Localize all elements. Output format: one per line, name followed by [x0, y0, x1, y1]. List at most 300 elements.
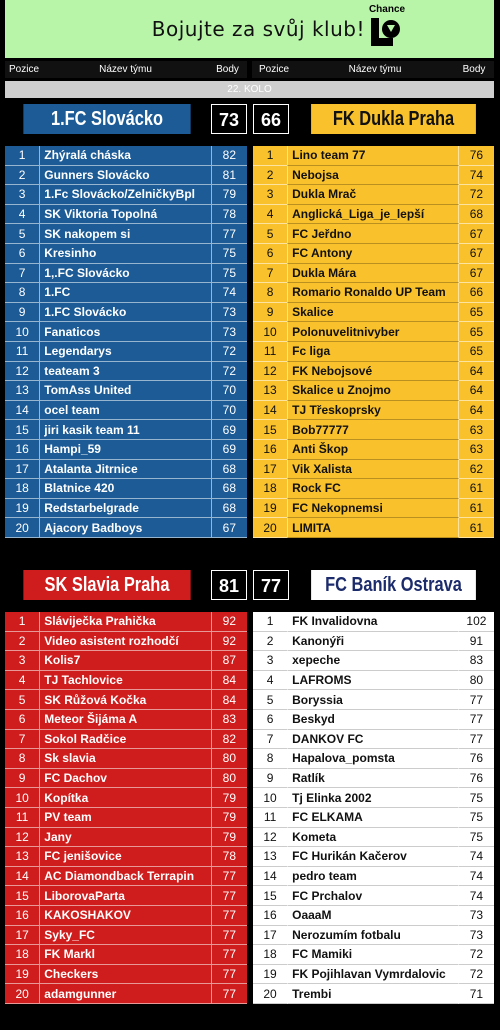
row-position: 5	[5, 690, 39, 710]
table-row[interactable]	[253, 146, 494, 166]
row-points: 77	[212, 886, 247, 906]
column-header-right	[252, 61, 494, 78]
table-row[interactable]	[5, 867, 247, 887]
row-position: 19	[253, 499, 287, 519]
team-name-text: LIMITA	[292, 520, 332, 535]
row-points: 75	[459, 828, 494, 848]
team-name-text: FC Jeřdno	[292, 226, 352, 241]
row-team-name	[39, 401, 211, 421]
row-points: 92	[212, 632, 247, 652]
col-pos: Pozice	[8, 64, 39, 75]
table-row[interactable]	[253, 283, 494, 303]
row-position: 1	[5, 146, 39, 166]
team-name-text: 1.FC Slovácko	[44, 305, 127, 320]
table-row[interactable]	[5, 612, 247, 632]
team-name-text: Gunners Slovácko	[44, 167, 150, 182]
row-team-name	[287, 926, 459, 946]
table-row[interactable]	[5, 205, 247, 225]
row-position: 12	[253, 828, 287, 848]
row-points: 84	[212, 690, 247, 710]
row-team-name	[39, 146, 211, 166]
table-row[interactable]	[5, 965, 247, 985]
team-name-text: Dukla Mrač	[292, 187, 357, 202]
row-position: 16	[253, 440, 287, 460]
row-position: 7	[5, 730, 39, 750]
club-header	[5, 570, 247, 600]
row-position: 5	[253, 690, 287, 710]
row-points: 62	[459, 460, 494, 480]
row-position: 20	[253, 984, 287, 1004]
row-position: 20	[253, 518, 287, 538]
row-points: 75	[212, 264, 247, 284]
table-row[interactable]	[253, 710, 494, 730]
row-team-name	[287, 499, 459, 519]
table-row[interactable]	[5, 828, 247, 848]
row-team-name	[39, 808, 211, 828]
row-team-name	[39, 730, 211, 750]
team-name-text: FC Antony	[292, 246, 353, 261]
row-points: 77	[459, 690, 494, 710]
table-row[interactable]	[253, 671, 494, 691]
row-points: 61	[459, 499, 494, 519]
row-points: 75	[212, 244, 247, 264]
row-position: 17	[5, 926, 39, 946]
table-row[interactable]	[5, 460, 247, 480]
team-name-text: Ajacory Badboys	[44, 520, 143, 535]
table-row[interactable]	[5, 926, 247, 946]
row-position: 10	[253, 788, 287, 808]
row-position: 7	[253, 264, 287, 284]
row-points: 80	[212, 749, 247, 769]
row-position: 14	[5, 401, 39, 421]
row-team-name	[39, 440, 211, 460]
table-row[interactable]	[5, 381, 247, 401]
row-team-name	[39, 244, 211, 264]
row-points: 78	[212, 205, 247, 225]
row-position: 3	[253, 185, 287, 205]
team-name-text: KAKOSHAKOV	[44, 908, 131, 923]
row-position: 4	[5, 671, 39, 691]
team-name-text: 1.FC	[44, 285, 71, 300]
row-points: 68	[212, 479, 247, 499]
row-team-name	[287, 632, 459, 652]
row-points: 69	[212, 420, 247, 440]
table-row[interactable]	[253, 205, 494, 225]
row-team-name	[39, 303, 211, 323]
row-position: 18	[253, 479, 287, 499]
table-row[interactable]	[253, 303, 494, 323]
row-team-name	[39, 926, 211, 946]
team-name-text: Fc liga	[292, 344, 331, 359]
table-row[interactable]	[253, 984, 494, 1004]
row-team-name	[287, 886, 459, 906]
row-team-name	[287, 205, 459, 225]
row-position: 18	[253, 945, 287, 965]
row-team-name	[287, 518, 459, 538]
row-points: 82	[212, 146, 247, 166]
row-position: 4	[5, 205, 39, 225]
row-team-name	[287, 185, 459, 205]
table-row[interactable]	[5, 518, 247, 538]
row-team-name	[39, 651, 211, 671]
promo-banner[interactable]	[5, 0, 494, 58]
column-header-left	[5, 61, 247, 78]
table-row[interactable]	[253, 965, 494, 985]
table-row[interactable]	[253, 749, 494, 769]
row-points: 67	[459, 224, 494, 244]
table-row[interactable]	[253, 945, 494, 965]
table-row[interactable]	[5, 651, 247, 671]
row-position: 10	[5, 322, 39, 342]
club-name: SK Slavia Praha	[23, 570, 190, 600]
chance-logo-icon	[365, 4, 409, 56]
table-row[interactable]	[253, 342, 494, 362]
row-position: 18	[5, 479, 39, 499]
row-position: 9	[253, 303, 287, 323]
row-position: 6	[5, 244, 39, 264]
row-points: 74	[459, 886, 494, 906]
team-name-text: Boryssia	[292, 692, 343, 707]
row-points: 65	[459, 322, 494, 342]
row-points: 63	[459, 440, 494, 460]
row-team-name	[287, 867, 459, 887]
team-name-text: FC Nekopnemsi	[292, 500, 383, 515]
row-position: 19	[253, 965, 287, 985]
row-team-name	[287, 264, 459, 284]
table-row[interactable]	[5, 401, 247, 421]
row-team-name	[287, 322, 459, 342]
row-points: 72	[212, 362, 247, 382]
row-position: 17	[253, 926, 287, 946]
team-name-text: Bob77777	[292, 422, 349, 437]
team-name-text: FC Hurikán Kačerov	[292, 849, 407, 864]
table-row[interactable]	[253, 651, 494, 671]
row-points: 66	[459, 283, 494, 303]
col-pts: Body	[462, 64, 486, 75]
team-name-text: Blatnice 420	[44, 481, 115, 496]
table-row[interactable]	[253, 690, 494, 710]
team-name-text: Jany	[44, 829, 72, 844]
team-name-text: Hampi_59	[44, 442, 101, 457]
row-position: 6	[5, 710, 39, 730]
row-points: 61	[459, 479, 494, 499]
club-name: FC Baník Ostrava	[311, 570, 476, 600]
table-row[interactable]	[253, 440, 494, 460]
team-name-text: Sokol Radčice	[44, 731, 127, 746]
table-row[interactable]	[253, 847, 494, 867]
row-position: 16	[5, 906, 39, 926]
row-position: 2	[5, 632, 39, 652]
table-row[interactable]	[253, 166, 494, 186]
table-row[interactable]	[253, 185, 494, 205]
row-position: 20	[5, 518, 39, 538]
row-position: 13	[5, 381, 39, 401]
row-points: 77	[212, 926, 247, 946]
table-row[interactable]	[253, 499, 494, 519]
row-points: 92	[212, 612, 247, 632]
row-points: 73	[459, 906, 494, 926]
row-team-name	[287, 440, 459, 460]
row-team-name	[287, 612, 459, 632]
table-row[interactable]	[253, 612, 494, 632]
row-team-name	[39, 518, 211, 538]
table-row[interactable]	[253, 886, 494, 906]
table-row[interactable]	[5, 808, 247, 828]
row-position: 10	[253, 322, 287, 342]
table-row[interactable]	[253, 730, 494, 750]
row-points: 72	[212, 342, 247, 362]
team-name-text: Kresinho	[44, 246, 97, 261]
row-team-name	[39, 690, 211, 710]
table-row[interactable]	[253, 401, 494, 421]
team-name-text: Checkers	[44, 966, 99, 981]
row-points: 74	[459, 847, 494, 867]
col-team: Název týmu	[348, 64, 402, 75]
table-row[interactable]	[253, 322, 494, 342]
row-points: 74	[212, 283, 247, 303]
table-row[interactable]	[253, 828, 494, 848]
row-points: 68	[212, 499, 247, 519]
team-name-text: DANKOV FC	[292, 731, 364, 746]
table-row[interactable]	[5, 479, 247, 499]
team-name-text: jiri kasik team 11	[44, 422, 140, 437]
row-team-name	[39, 224, 211, 244]
col-pos: Pozice	[258, 64, 289, 75]
team-name-text: Trembi	[292, 986, 332, 1001]
row-team-name	[39, 828, 211, 848]
table-row[interactable]	[5, 420, 247, 440]
team-name-text: Redstarbelgrade	[44, 500, 139, 515]
row-position: 11	[253, 342, 287, 362]
row-points: 76	[459, 769, 494, 789]
row-position: 4	[253, 671, 287, 691]
table-row[interactable]	[253, 808, 494, 828]
row-position: 6	[253, 710, 287, 730]
table-row[interactable]	[5, 847, 247, 867]
team-name-text: FK Pojihlavan Vymrdalovic	[292, 966, 446, 981]
team-name-text: AC Diamondback Terrapin	[44, 869, 195, 884]
row-position: 15	[5, 886, 39, 906]
table-row[interactable]	[5, 690, 247, 710]
table-row[interactable]	[5, 185, 247, 205]
row-points: 77	[212, 867, 247, 887]
row-points: 72	[459, 185, 494, 205]
row-points: 82	[212, 730, 247, 750]
row-points: 73	[459, 926, 494, 946]
col-pts: Body	[216, 64, 239, 75]
row-team-name	[287, 984, 459, 1004]
row-team-name	[39, 499, 211, 519]
table-row[interactable]	[253, 264, 494, 284]
table-row[interactable]	[5, 283, 247, 303]
row-position: 17	[5, 460, 39, 480]
row-team-name	[287, 671, 459, 691]
row-points: 75	[459, 788, 494, 808]
row-team-name	[39, 460, 211, 480]
table-row[interactable]	[253, 788, 494, 808]
row-points: 80	[459, 671, 494, 691]
table-row[interactable]	[5, 342, 247, 362]
team-name-text: LiborovaParta	[44, 888, 125, 903]
row-points: 76	[459, 749, 494, 769]
row-points: 71	[459, 984, 494, 1004]
table-row[interactable]	[5, 945, 247, 965]
row-team-name	[287, 420, 459, 440]
table-row[interactable]	[5, 769, 247, 789]
row-points: 79	[212, 808, 247, 828]
club-score: 81	[211, 570, 247, 600]
row-team-name	[287, 401, 459, 421]
table-row[interactable]	[5, 499, 247, 519]
row-points: 102	[459, 612, 494, 632]
row-position: 16	[5, 440, 39, 460]
row-points: 83	[459, 651, 494, 671]
row-points: 87	[212, 651, 247, 671]
row-points: 79	[212, 185, 247, 205]
table-row[interactable]	[253, 518, 494, 538]
table-row[interactable]	[253, 479, 494, 499]
table-row[interactable]	[5, 362, 247, 382]
row-team-name	[39, 710, 211, 730]
row-position: 10	[5, 788, 39, 808]
row-points: 61	[459, 518, 494, 538]
team-name-text: FC jenišovice	[44, 849, 122, 864]
table-row[interactable]	[5, 303, 247, 323]
table-row[interactable]	[5, 886, 247, 906]
table-row[interactable]	[253, 362, 494, 382]
table-row[interactable]	[5, 440, 247, 460]
row-position: 11	[5, 342, 39, 362]
table-row[interactable]	[5, 710, 247, 730]
table-row[interactable]	[5, 322, 247, 342]
club-header	[253, 570, 494, 600]
row-points: 80	[212, 769, 247, 789]
team-name-text: Anti Škop	[292, 442, 349, 457]
table-row[interactable]	[253, 224, 494, 244]
row-team-name	[287, 788, 459, 808]
table-row[interactable]	[5, 749, 247, 769]
row-points: 73	[212, 303, 247, 323]
row-team-name	[39, 362, 211, 382]
row-points: 77	[212, 984, 247, 1004]
team-name-text: FK Nebojsové	[292, 363, 373, 378]
team-name-text: Vik Xalista	[292, 461, 352, 476]
team-name-text: Nebojsa	[292, 167, 339, 182]
table-row[interactable]	[5, 906, 247, 926]
table-row[interactable]	[5, 166, 247, 186]
team-name-text: Kopítka	[44, 790, 89, 805]
team-name-text: SK nakopem si	[44, 226, 131, 241]
team-name-text: SK Viktoria Topolná	[44, 207, 158, 222]
row-position: 1	[253, 146, 287, 166]
team-name-text: TJ Třeskoprsky	[292, 403, 381, 418]
table-row[interactable]	[5, 788, 247, 808]
row-team-name	[39, 886, 211, 906]
row-position: 9	[253, 769, 287, 789]
row-position: 14	[253, 867, 287, 887]
table-row[interactable]	[253, 867, 494, 887]
table-row[interactable]	[253, 244, 494, 264]
table-row[interactable]	[5, 730, 247, 750]
row-team-name	[287, 808, 459, 828]
row-points: 77	[212, 224, 247, 244]
team-name-text: ocel team	[44, 403, 100, 418]
row-points: 64	[459, 401, 494, 421]
row-position: 3	[5, 185, 39, 205]
team-name-text: Meteor Šijáma A	[44, 712, 138, 727]
row-position: 12	[253, 362, 287, 382]
team-name-text: Lino team 77	[292, 148, 366, 163]
row-points: 76	[459, 146, 494, 166]
row-position: 14	[253, 401, 287, 421]
row-position: 11	[5, 808, 39, 828]
team-name-text: Kometa	[292, 829, 337, 844]
table-row[interactable]	[253, 460, 494, 480]
row-points: 72	[459, 965, 494, 985]
standings-table	[5, 612, 247, 1004]
row-position: 18	[5, 945, 39, 965]
row-points: 77	[459, 710, 494, 730]
table-row[interactable]	[5, 671, 247, 691]
table-row[interactable]	[253, 632, 494, 652]
table-row[interactable]	[5, 244, 247, 264]
row-team-name	[39, 867, 211, 887]
team-name-text: Tj Elinka 2002	[292, 790, 372, 805]
table-row[interactable]	[253, 420, 494, 440]
row-team-name	[39, 612, 211, 632]
table-row[interactable]	[253, 381, 494, 401]
table-row[interactable]	[253, 906, 494, 926]
table-row[interactable]	[253, 769, 494, 789]
table-row[interactable]	[5, 264, 247, 284]
team-name-text: Romario Ronaldo UP Team	[292, 285, 446, 300]
row-position: 7	[5, 264, 39, 284]
team-name-text: Skalice	[292, 305, 334, 320]
row-team-name	[287, 710, 459, 730]
row-points: 67	[212, 518, 247, 538]
team-name-text: Polonuvelitnivyber	[292, 324, 400, 339]
row-points: 70	[212, 401, 247, 421]
row-points: 91	[459, 632, 494, 652]
standings-table	[253, 612, 494, 1004]
row-team-name	[287, 166, 459, 186]
row-position: 13	[253, 381, 287, 401]
row-team-name	[39, 769, 211, 789]
team-name-text: Anglická_Liga_je_lepší	[292, 207, 425, 222]
row-position: 9	[5, 769, 39, 789]
club-header	[5, 104, 247, 134]
table-row[interactable]	[253, 926, 494, 946]
col-team: Název týmu	[99, 64, 152, 75]
table-row[interactable]	[5, 984, 247, 1004]
row-points: 81	[212, 166, 247, 186]
row-points: 77	[212, 965, 247, 985]
row-team-name	[39, 847, 211, 867]
row-points: 75	[459, 808, 494, 828]
row-position: 5	[253, 224, 287, 244]
row-team-name	[287, 362, 459, 382]
team-name-text: 1,.FC Slovácko	[44, 265, 130, 280]
row-points: 73	[212, 322, 247, 342]
row-team-name	[39, 381, 211, 401]
row-team-name	[287, 342, 459, 362]
row-team-name	[287, 303, 459, 323]
row-team-name	[39, 420, 211, 440]
table-row[interactable]	[5, 224, 247, 244]
table-row[interactable]	[5, 632, 247, 652]
table-row[interactable]	[5, 146, 247, 166]
team-name-text: FC Prchalov	[292, 888, 363, 903]
